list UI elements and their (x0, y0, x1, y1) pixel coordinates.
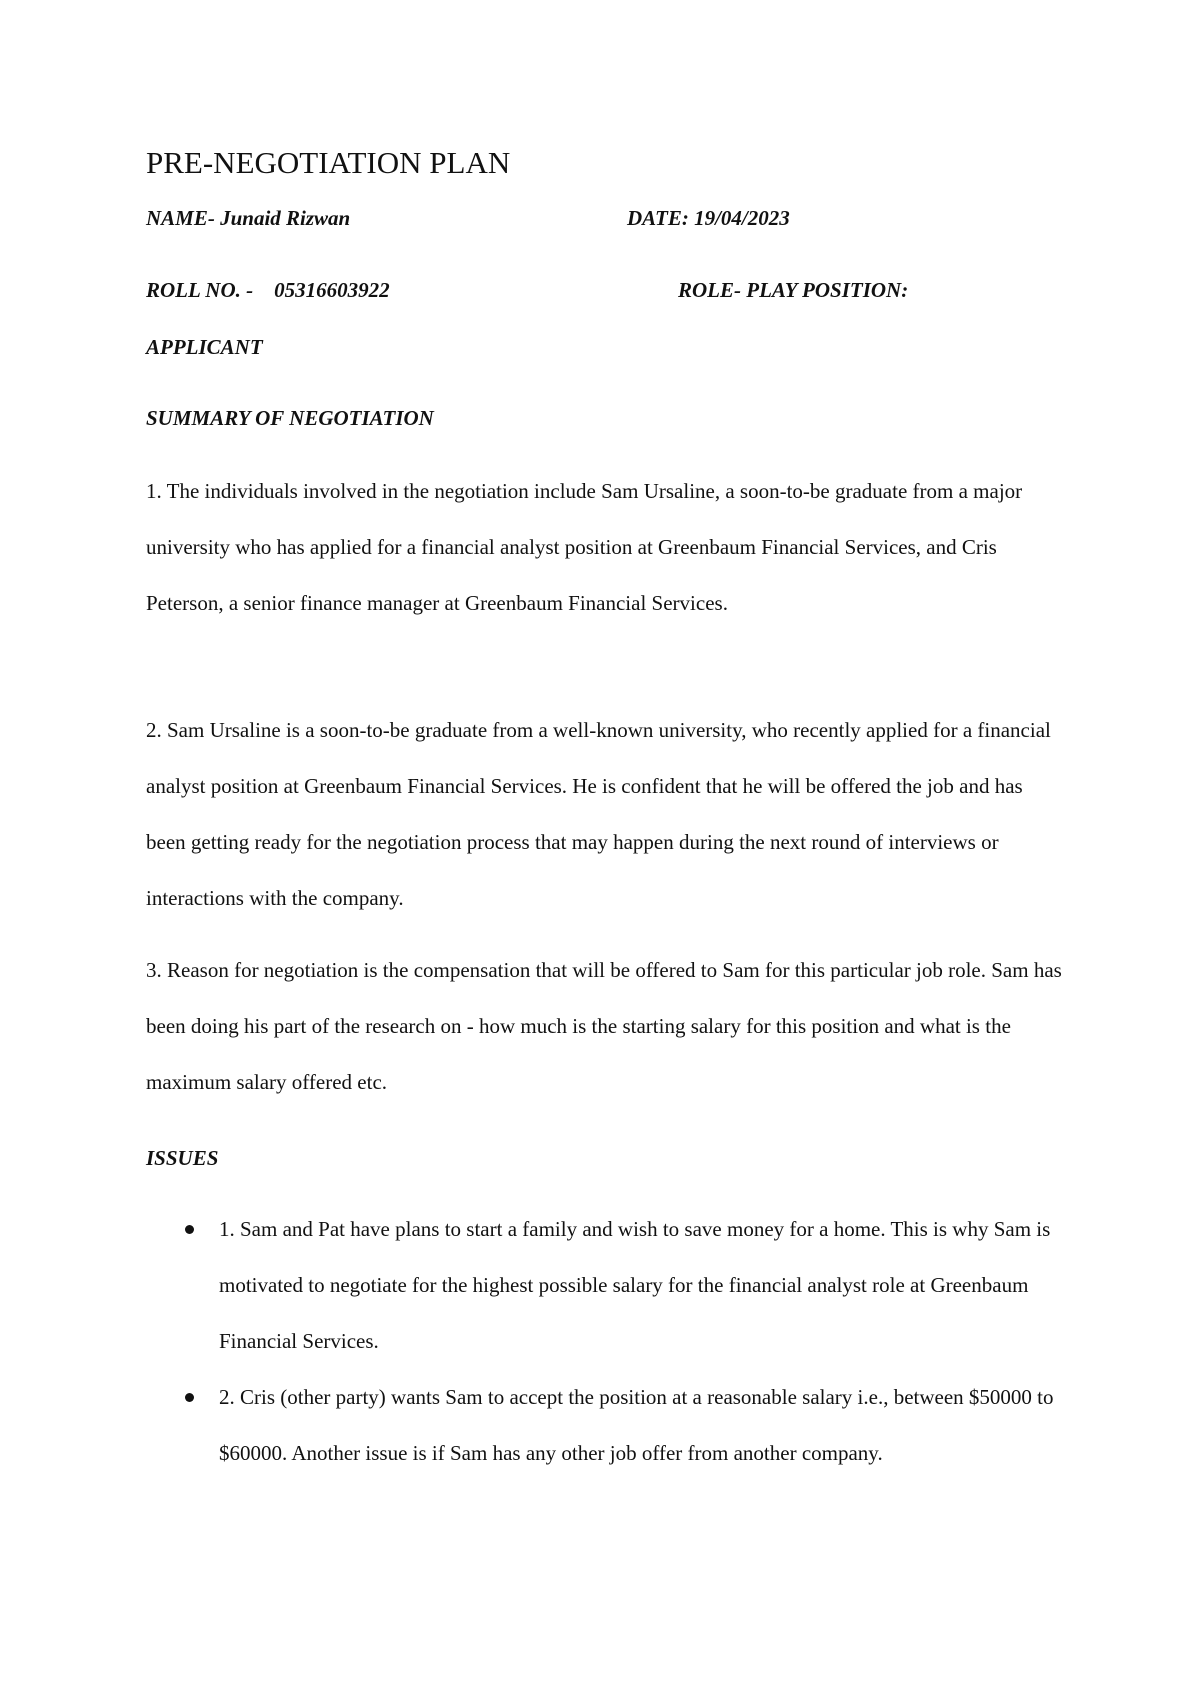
issues-list (219, 1201, 1069, 1481)
issue-text: 1. Sam and Pat have plans to start a family and wish to save money for a home. This is why Sam is motivated to negotiate for the highest possible salary for the financial analyst role at Greenbaum Financial Services. (219, 1217, 1051, 1353)
roll-number-field: ROLL NO. - 05316603922 (146, 278, 390, 302)
list-item (219, 1201, 1069, 1369)
bullet-icon (185, 1393, 194, 1402)
role-play-position-field: ROLE- PLAY POSITION: (678, 278, 909, 302)
role-value: APPLICANT (146, 335, 263, 359)
issue-text: 2. Cris (other party) wants Sam to accept the position at a reasonable salary i.e., between $50000 to $60000. Another issue is if Sam has any other job offer from another company. (219, 1385, 1054, 1465)
document-title: PRE-NEGOTIATION PLAN (146, 145, 511, 180)
issues-heading: ISSUES (146, 1146, 219, 1170)
summary-paragraph-1: 1. The individuals involved in the negotiation include Sam Ursaline, a soon-to-be graduate from a major university who has applied for a financial analyst position at Greenbaum Financial Services, and Cris Peterson, a senior finance manager at Greenbaum Financial Services. (146, 479, 1023, 615)
date-field: DATE: 19/04/2023 (627, 206, 790, 230)
summary-paragraph-2: 2. Sam Ursaline is a soon-to-be graduate from a well-known university, who recently applied for a financial analyst position at Greenbaum Financial Services. He is confident that he will be offered the job and has been getting ready for the negotiation process that may happen during the next round of interviews or interactions with the company. (146, 718, 1051, 910)
name-field: NAME- Junaid Rizwan (146, 206, 351, 230)
summary-heading: SUMMARY OF NEGOTIATION (146, 406, 434, 430)
bullet-icon (185, 1225, 194, 1234)
list-item (219, 1369, 1069, 1481)
summary-paragraph-3: 3. Reason for negotiation is the compensation that will be offered to Sam for this particular job role. Sam has been doing his part of the research on - how much is the starting salary for this position and what is the maximum salary offered etc. (146, 958, 1062, 1094)
